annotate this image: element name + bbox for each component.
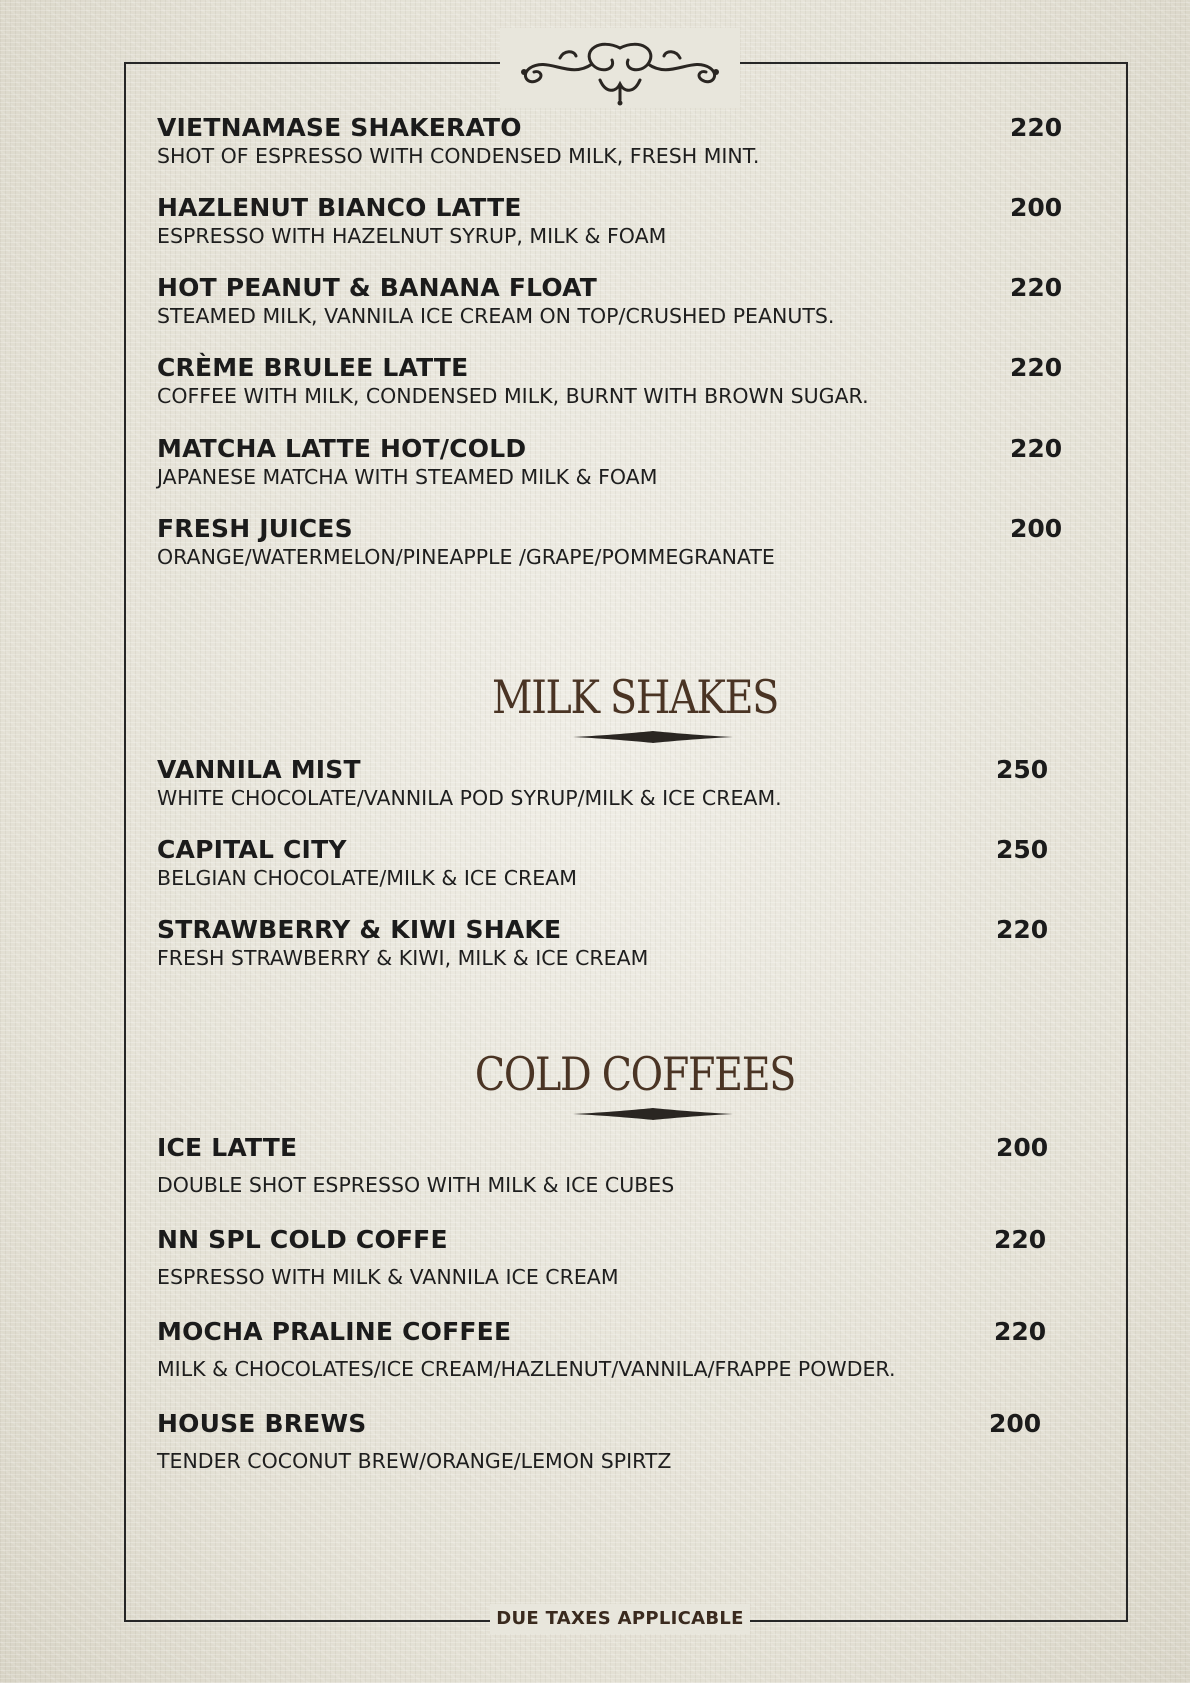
footer-note: DUE TAXES APPLICABLE [490, 1604, 750, 1634]
item-description: STEAMED MILK, VANNILA ICE CREAM ON TOP/CRUSHED PEANUTS. [157, 304, 835, 328]
divider-swash-icon [573, 1108, 733, 1120]
menu-item [157, 113, 1063, 169]
item-description: WHITE CHOCOLATE/VANNILA POD SYRUP/MILK & ICE CREAM. [157, 786, 782, 810]
item-description: FRESH STRAWBERRY & KIWI, MILK & ICE CREAM [157, 946, 649, 970]
item-name: MOCHA PRALINE COFFEE [157, 1317, 512, 1346]
item-price: 220 [994, 1225, 1047, 1254]
menu-item [157, 915, 1057, 971]
item-name: STRAWBERRY & KIWI SHAKE [157, 915, 562, 944]
section-heading-cold-coffees: COLD COFFEES [474, 1047, 796, 1101]
item-price: 220 [1010, 273, 1063, 302]
item-description: DOUBLE SHOT ESPRESSO WITH MILK & ICE CUBES [157, 1173, 675, 1197]
item-description: MILK & CHOCOLATES/ICE CREAM/HAZLENUT/VANNILA/FRAPPE POWDER. [157, 1357, 896, 1381]
item-price: 200 [996, 1133, 1049, 1162]
menu-item [157, 193, 1063, 249]
menu-item [157, 1317, 1057, 1382]
menu-item [157, 1409, 1057, 1474]
item-price: 220 [1010, 113, 1063, 142]
item-price: 250 [996, 755, 1049, 784]
item-name: VANNILA MIST [157, 755, 361, 784]
menu-item [157, 835, 1057, 891]
item-price: 200 [989, 1409, 1042, 1438]
item-description: ESPRESSO WITH MILK & VANNILA ICE CREAM [157, 1265, 619, 1289]
menu-item [157, 1133, 1057, 1198]
item-description: COFFEE WITH MILK, CONDENSED MILK, BURNT WITH BROWN SUGAR. [157, 384, 869, 408]
item-description: BELGIAN CHOCOLATE/MILK & ICE CREAM [157, 866, 577, 890]
item-name: HOT PEANUT & BANANA FLOAT [157, 273, 597, 302]
item-price: 220 [994, 1317, 1047, 1346]
item-name: NN SPL COLD COFFE [157, 1225, 448, 1254]
item-description: SHOT OF ESPRESSO WITH CONDENSED MILK, FRESH MINT. [157, 144, 760, 168]
item-name: MATCHA LATTE HOT/COLD [157, 434, 527, 463]
item-price: 220 [1010, 353, 1063, 382]
item-name: HOUSE BREWS [157, 1409, 367, 1438]
divider-swash-icon [573, 731, 733, 743]
section-heading-milk-shakes: MILK SHAKES [491, 670, 779, 724]
item-price: 200 [1010, 514, 1063, 543]
menu-item [157, 755, 1057, 811]
menu-item [157, 514, 1063, 570]
item-price: 250 [996, 835, 1049, 864]
item-description: ORANGE/WATERMELON/PINEAPPLE /GRAPE/POMMEGRANATE [157, 545, 775, 569]
item-name: ICE LATTE [157, 1133, 298, 1162]
item-price: 220 [996, 915, 1049, 944]
item-description: JAPANESE MATCHA WITH STEAMED MILK & FOAM [157, 465, 658, 489]
item-name: HAZLENUT BIANCO LATTE [157, 193, 522, 222]
item-price: 220 [1010, 434, 1063, 463]
menu-item [157, 434, 1063, 490]
item-name: VIETNAMASE SHAKERATO [157, 113, 522, 142]
flourish-ornament-icon [500, 28, 740, 108]
item-name: CAPITAL CITY [157, 835, 347, 864]
item-name: CRÈME BRULEE LATTE [157, 353, 469, 382]
item-price: 200 [1010, 193, 1063, 222]
menu-item [157, 273, 1063, 329]
item-description: ESPRESSO WITH HAZELNUT SYRUP, MILK & FOAM [157, 224, 667, 248]
item-name: FRESH JUICES [157, 514, 353, 543]
item-description: TENDER COCONUT BREW/ORANGE/LEMON SPIRTZ [157, 1449, 672, 1473]
menu-item [157, 353, 1063, 409]
menu-item [157, 1225, 1057, 1290]
